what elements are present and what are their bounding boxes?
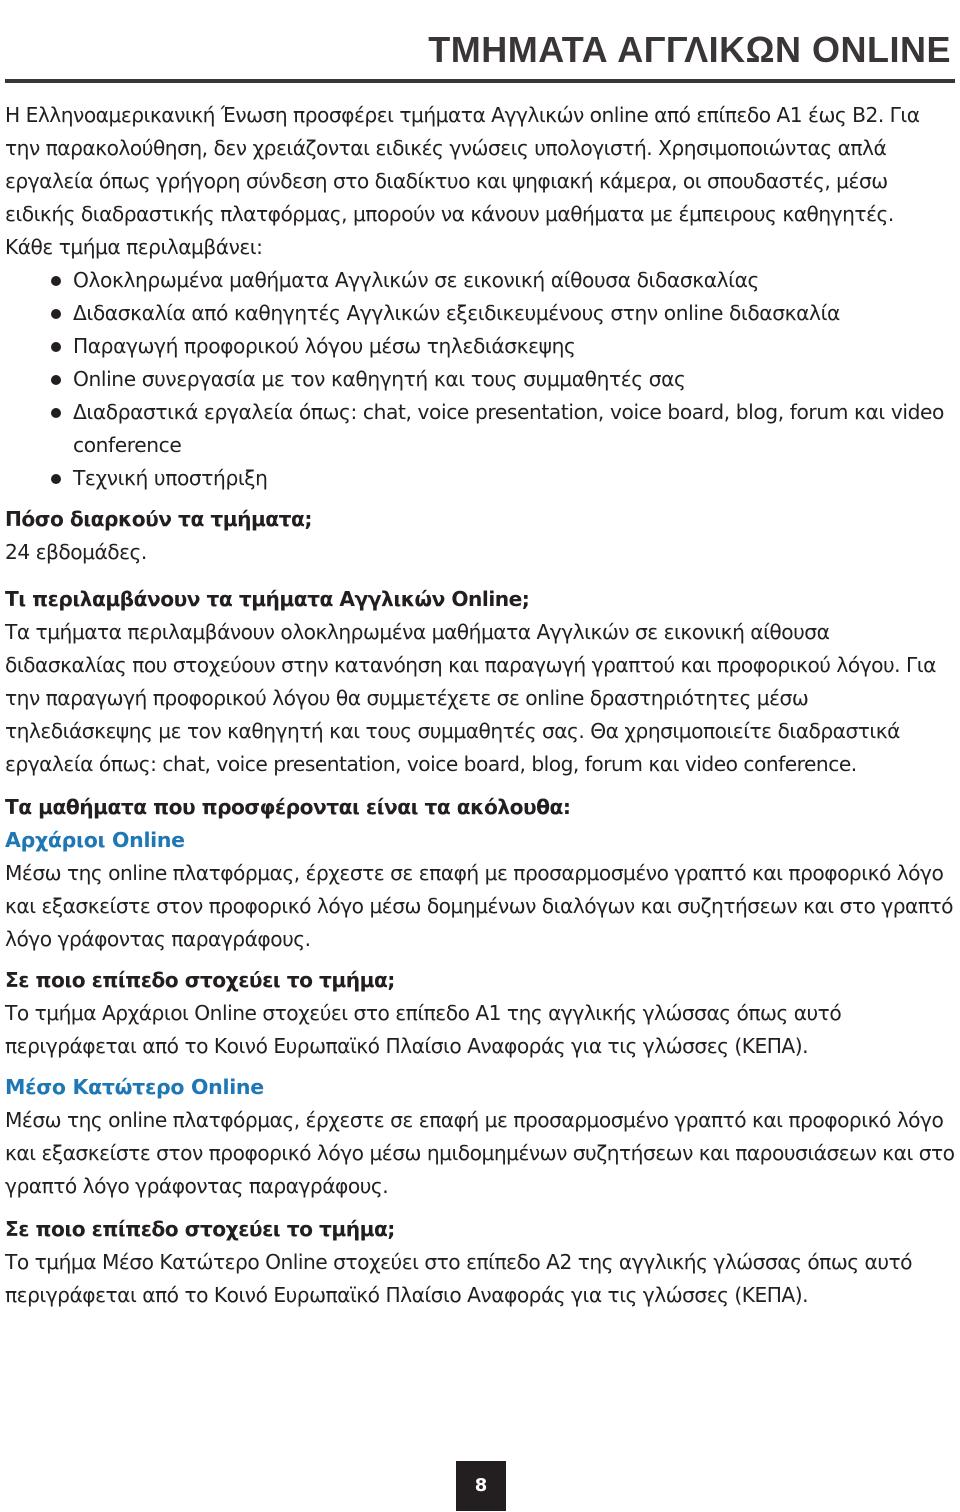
course-description: Μέσω της online πλατφόρμας, έρχεστε σε επαφή με προσαρμοσμένο γραπτό και προφορικό λόγο και εξασκείστε στον προφορικό λόγο μέσω δομημένων διαλόγων και συζητήσεων και στο γραπτό λόγο γράφοντας παραγράφους.	[5, 861, 953, 951]
list-item	[73, 264, 955, 297]
bullet-icon	[51, 474, 61, 484]
course-description: Μέσω της online πλατφόρμας, έρχεστε σε επαφή με προσαρμοσμένο γραπτό και προφορικό λόγο και εξασκείστε στον προφορικό λόγο μέσω ημιδομημένων συζητήσεων και παρουσιάσεων και στο γραπτό λόγο γράφοντας παραγράφους.	[5, 1108, 955, 1198]
feature-text: Διδασκαλία από καθηγητές Αγγλικών εξειδικευμένους στην online διδασκαλία	[73, 301, 840, 325]
list-item	[73, 462, 955, 495]
page-title: ΤΜΗΜΑΤΑ ΑΓΓΛΙΚΩΝ ONLINE	[428, 29, 951, 70]
document-page	[5, 0, 955, 1512]
page-number: 8	[456, 1461, 506, 1511]
feature-text: Ολοκληρωμένα μαθήματα Αγγλικών σε εικονική αίθουσα διδασκαλίας	[73, 268, 759, 292]
bullet-icon	[51, 309, 61, 319]
course-level-answer: Το τμήμα Μέσο Κατώτερο Online στοχεύει στο επίπεδο A2 της αγγλικής γλώσσας όπως αυτό περιγράφεται από το Κοινό Ευρωπαϊκό Πλαίσιο Αναφοράς για τις γλώσσες (ΚΕΠΑ).	[5, 1250, 912, 1307]
includes-label: Κάθε τμήμα περιλαμβάνει:	[5, 235, 263, 259]
bullet-icon	[51, 408, 61, 418]
list-item	[73, 297, 955, 330]
contents-answer: Τα τμήματα περιλαμβάνουν ολοκληρωμένα μαθήματα Αγγλικών σε εικονική αίθουσα διδασκαλίας που στοχεύουν στην κατανόηση και παραγωγή γραπτού και προφορικού λόγου. Για την παραγωγή προφορικού λόγου θα συμμετέχετε σε online δραστηριότητες μέσω τηλεδιάσκεψης με τον καθηγητή και τους συμμαθητές σας. Θα χρησιμοποιείτε διαδραστικά εργαλεία όπως: chat, voice presentation, voice board, blog, forum και video conference.	[5, 620, 936, 776]
duration-answer: 24 εβδομάδες.	[5, 540, 147, 564]
feature-text: Τεχνική υποστήριξη	[73, 466, 268, 490]
course-beginner	[5, 824, 955, 1063]
course-name: Μέσο Κατώτερο Online	[5, 1075, 264, 1099]
course-lower-intermediate	[5, 1071, 955, 1312]
bullet-icon	[51, 276, 61, 286]
contents-question: Τι περιλαμβάνουν τα τμήματα Αγγλικών Online;	[5, 587, 530, 611]
list-item	[73, 363, 955, 396]
feature-text: Online συνεργασία με τον καθηγητή και τους συμμαθητές σας	[73, 367, 686, 391]
feature-text: Παραγωγή προφορικού λόγου μέσω τηλεδιάσκεψης	[73, 334, 576, 358]
bullet-icon	[51, 342, 61, 352]
list-item	[73, 396, 955, 462]
intro-paragraph: Η Ελληνοαμερικανική Ένωση προσφέρει τμήματα Αγγλικών online από επίπεδο A1 έως B2. Για την παρακολούθηση, δεν χρειάζονται ειδικές γνώσεις υπολογιστή. Χρησιμοποιώντας απλά εργαλεία όπως γρήγορη σύνδεση στο διαδίκτυο και ψηφιακή κάμερα, οι σπουδαστές, μέσω ειδικής διαδραστικής πλατφόρμας, μπορούν να κάνουν μαθήματα με έμπειρους καθηγητές.	[5, 103, 920, 226]
feature-text: Διαδραστικά εργαλεία όπως: chat, voice presentation, voice board, blog, forum και video conference	[73, 400, 944, 457]
features-list	[5, 264, 955, 495]
course-level-answer: Το τμήμα Αρχάριοι Online στοχεύει στο επίπεδο A1 της αγγλικής γλώσσας όπως αυτό περιγράφεται από το Κοινό Ευρωπαϊκό Πλαίσιο Αναφοράς για τις γλώσσες (ΚΕΠΑ).	[5, 1001, 842, 1058]
courses-heading: Τα μαθήματα που προσφέρονται είναι τα ακόλουθα:	[5, 795, 571, 819]
title-divider	[5, 79, 955, 83]
course-level-question: Σε ποιο επίπεδο στοχεύει το τμήμα;	[5, 968, 395, 992]
list-item	[73, 330, 955, 363]
course-name: Αρχάριοι Online	[5, 828, 185, 852]
duration-question: Πόσο διαρκούν τα τμήματα;	[5, 507, 313, 531]
course-level-question: Σε ποιο επίπεδο στοχεύει το τμήμα;	[5, 1217, 395, 1241]
bullet-icon	[51, 375, 61, 385]
